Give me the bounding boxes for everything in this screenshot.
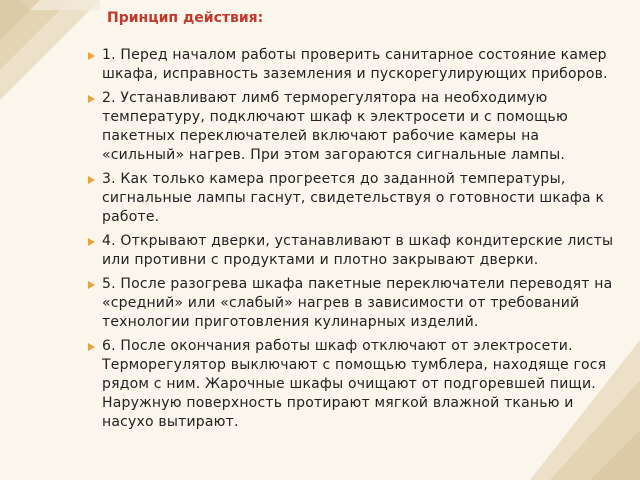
bullet-icon [88, 176, 95, 184]
page-title: Принцип действия: [107, 10, 264, 26]
bullet-icon [88, 238, 95, 246]
list-item [88, 232, 616, 270]
list-item-text: 2. Устанавливают лимб терморегулятора на необходимую температуру, подключают шкаф к электросети и с помощью пакетных переключателей включают рабочие камеры на «сильный» нагрев. При этом загораются сигнальные лампы. [102, 90, 568, 163]
list-item [88, 337, 616, 432]
list-item [88, 170, 616, 227]
bullet-icon [88, 52, 95, 60]
list-item-text: 6. После окончания работы шкаф отключают от электросети. Терморегулятор выключают с помощью тумблера, находяще гося рядом с ним. Жарочные шкафы очищают от подгоревшей пищи. Наружную поверхность протирают мягкой влажной тканью и насухо вытирают. [102, 338, 607, 430]
list-item [88, 275, 616, 332]
list-item [88, 46, 616, 84]
bullet-icon [88, 343, 95, 351]
list-item-text: 5. После разогрева шкафа пакетные переключатели переводят на «средний» или «слабый» нагрев в зависимости от требований технологии приготовления кулинарных изделий. [102, 276, 613, 330]
list-item [88, 89, 616, 165]
bullet-list [88, 46, 616, 437]
list-item-text: 1. Перед началом работы проверить санитарное состояние камер шкафа, исправность заземления и пускорегулирующих приборов. [102, 47, 608, 82]
corner-decoration-top-left [0, 0, 100, 100]
list-item-text: 3. Как только камера прогреется до заданной температуры, сигнальные лампы гаснут, свидетельствуя о готовности шкафа к работе. [102, 171, 605, 225]
list-item-text: 4. Открывают дверки, устанавливают в шкаф кондитерские листы или противни с продуктами и плотно закрывают дверки. [102, 233, 614, 268]
bullet-icon [88, 281, 95, 289]
bullet-icon [88, 95, 95, 103]
